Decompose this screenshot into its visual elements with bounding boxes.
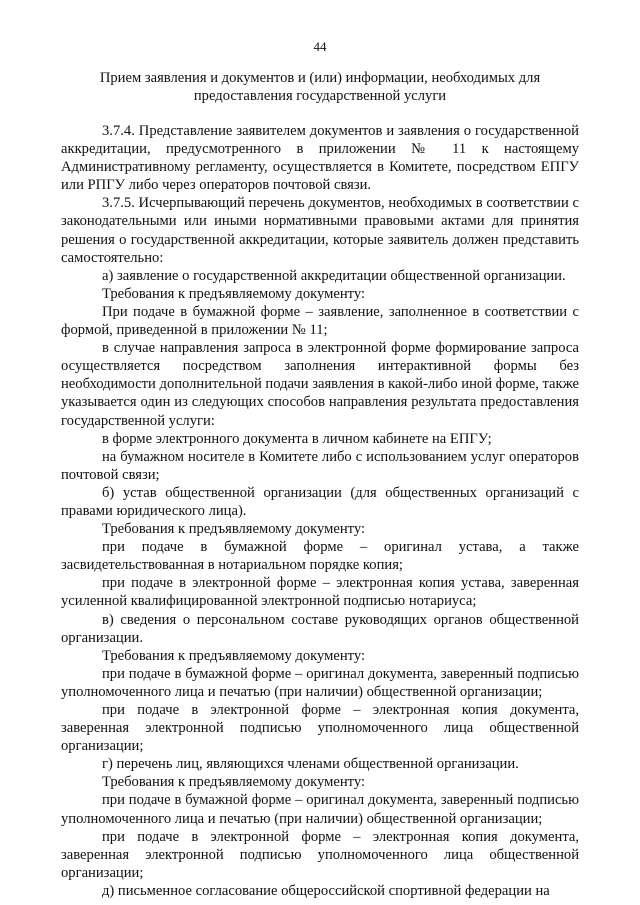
document-body	[61, 122, 579, 900]
requirements-heading: Требования к предъявляемому документу:	[102, 285, 366, 302]
requirement-electronic: при подаче в электронной форме – электронная копия документа, заверенная электронной подписью уполномоченного лица общественной организации;	[61, 828, 579, 881]
list-item-v: в) сведения о персональном составе руководящих органов общественной организации.	[61, 611, 579, 646]
list-item-d: д) письменное согласование общероссийской спортивной федерации на	[102, 882, 550, 899]
requirements-heading: Требования к предъявляемому документу:	[102, 647, 366, 664]
section-title-line-1: Прием заявления и документов и (или) информации, необходимых для	[99, 70, 541, 86]
requirement-paper: при подаче в бумажной форме – оригинал документа, заверенный подписью уполномоченного лица и печатью (при наличии) общественной организации;	[61, 792, 579, 827]
requirement-paper: при подаче в бумажной форме – оригинал устава, а также засвидетельствованная в нотариальном порядке копия;	[61, 539, 579, 574]
list-item-a: а) заявление о государственной аккредитации общественной организации.	[102, 267, 566, 284]
delivery-option: на бумажном носителе в Комитете либо с использованием услуг операторов почтовой связи;	[61, 448, 579, 483]
page-number: 44	[313, 39, 327, 54]
requirement-electronic: при подаче в электронной форме – электронная копия устава, заверенная усиленной квалифицированной электронной подписью нотариуса;	[61, 575, 579, 610]
delivery-option: в форме электронного документа в личном кабинете на ЕПГУ;	[102, 430, 492, 447]
requirement-paper: при подаче в бумажной форме – оригинал документа, заверенный подписью уполномоченного лица и печатью (при наличии) общественной организации;	[61, 665, 579, 700]
requirement-electronic: в случае направления запроса в электронной форме формирование запроса осуществляется посредством заполнения интерактивной формы без необходимости дополнительной подачи заявления в какой-либо иной форме, также указывается один из следующих способов направления результата предоставления государственной услуги:	[61, 340, 579, 429]
paragraph-3-7-5: 3.7.5. Исчерпывающий перечень документов, необходимых в соответствии с законодательными или иными нормативными правовыми актами для принятия решения о государственной аккредитации, которые заявитель должен представить самостоятельно:	[61, 195, 579, 266]
list-item-b: б) устав общественной организации (для общественных организаций с правами юридического лица).	[61, 484, 579, 519]
paragraph-3-7-4: 3.7.4. Представление заявителем документов и заявления о государственной аккредитации, предусмотренного в приложении № 11 к настоящему Административному регламенту, осуществляется в Комитете, посредством ЕПГУ или РПГУ либо через операторов почтовой связи.	[61, 123, 579, 194]
list-item-g: г) перечень лиц, являющихся членами общественной организации.	[102, 756, 519, 773]
section-title-line-2: предоставления государственной услуги	[193, 88, 447, 104]
requirements-heading: Требования к предъявляемому документу:	[102, 521, 366, 538]
section-title	[60, 69, 580, 105]
requirement-paper: При подаче в бумажной форме – заявление, заполненное в соответствии с формой, приведенной в приложении № 11;	[61, 303, 579, 339]
requirement-electronic: при подаче в электронной форме – электронная копия документа, заверенная электронной подписью уполномоченного лица общественной организации;	[61, 702, 579, 755]
requirements-heading: Требования к предъявляемому документу:	[102, 774, 366, 791]
